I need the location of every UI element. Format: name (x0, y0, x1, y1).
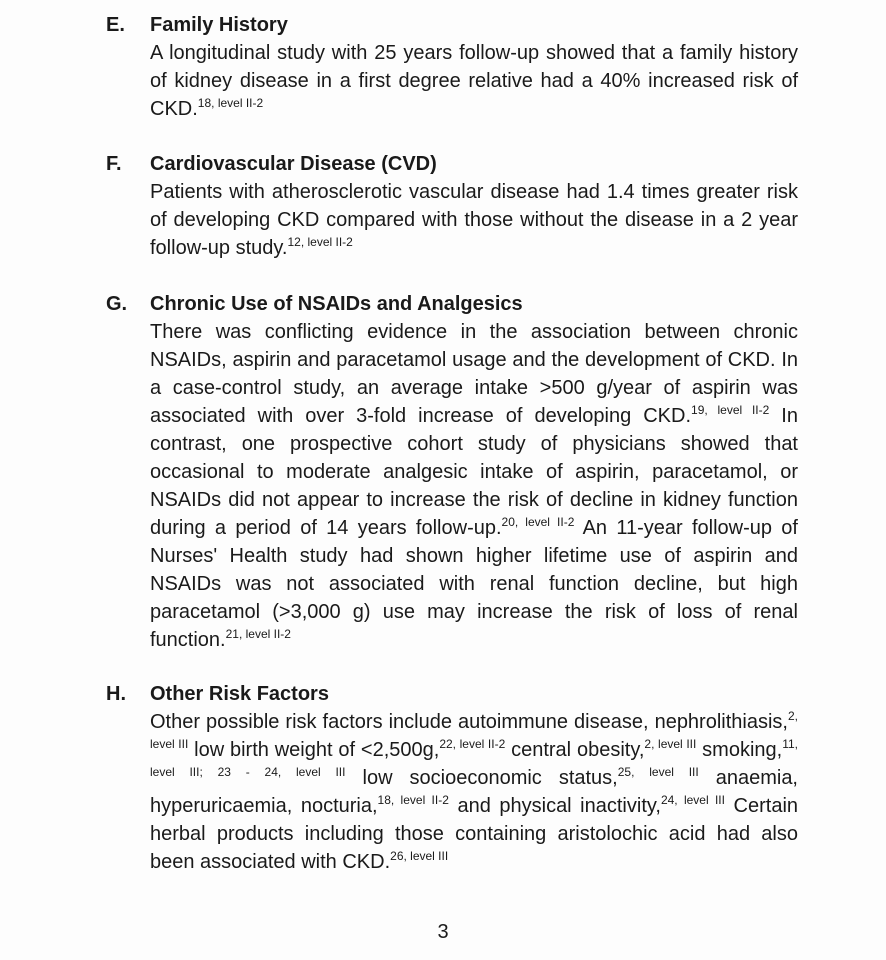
section-body (150, 39, 798, 123)
section-nsaids-analgesics (106, 291, 806, 654)
section-title: Other Risk Factors (150, 683, 329, 705)
section-body (150, 318, 798, 654)
citation-reference: 25, level III (617, 765, 699, 779)
citation-reference: 21, level II-2 (225, 627, 291, 641)
body-text-run: Certain herbal products including those containing aristolochic acid had also been associated with CKD. (150, 795, 799, 873)
body-text-run: and physical inactivity, (448, 795, 661, 817)
section-letter: E. (106, 14, 125, 36)
body-text-run: A longitudinal study with 25 years follow-up showed that a family history of kidney disease in a first degree relative had a 40% increased risk of CKD. (150, 42, 798, 120)
section-other-risk-factors (106, 681, 806, 876)
section-title: Chronic Use of NSAIDs and Analgesics (150, 293, 523, 315)
section-heading (106, 151, 806, 178)
body-text-run: smoking, (696, 739, 783, 761)
citation-reference: 12, level II-2 (287, 235, 353, 249)
section-heading (106, 681, 806, 708)
body-text-run: In contrast, one prospective cohort study of physicians showed that occasional to moderate analgesic intake of aspirin, paracetamol, or NSAIDs did not appear to increase the risk of decline in kidney function during a period of 14 years follow-up. (150, 405, 798, 539)
body-text-run: low birth weight of <2,500g, (188, 739, 440, 761)
citation-reference: 18, level II-2 (197, 96, 264, 110)
citation-reference: 2, level III (150, 709, 798, 751)
section-cardiovascular-disease (106, 151, 806, 262)
body-text-run: anaemia, hyperuricaemia, nocturia, (150, 767, 798, 817)
body-text-run: Patients with atherosclerotic vascular disease had 1.4 times greater risk of developing CKD compared with those without the disease in a 2 year follow-up study. (150, 181, 798, 259)
citation-reference: 2, level III (644, 737, 697, 751)
section-heading (106, 12, 806, 39)
body-text-run: There was conflicting evidence in the association between chronic NSAIDs, aspirin and paracetamol usage and the development of CKD. In a case-control study, an average intake >500 g/year of aspirin was associated with over 3-fold increase of developing CKD. (150, 321, 798, 427)
citation-reference: 20, level II-2 (501, 515, 575, 529)
section-heading (106, 291, 806, 318)
citation-reference: 19, level II-2 (691, 403, 770, 417)
body-text-run: An 11-year follow-up of Nurses' Health study had shown higher lifetime use of aspirin and NSAIDs was not associated with renal function decline, but high paracetamol (>3,000 g) use may increase the risk of loss of renal function. (150, 517, 798, 651)
section-letter: G. (106, 293, 128, 315)
body-text-run: low socioeconomic status, (345, 767, 618, 789)
citation-reference: 18, level II-2 (377, 793, 449, 807)
citation-reference: 26, level III (390, 849, 449, 863)
body-text-run: central obesity, (505, 739, 645, 761)
section-title: Family History (150, 14, 288, 36)
section-family-history (106, 12, 806, 123)
body-text-run: Other possible risk factors include autoimmune disease, nephrolithiasis, (150, 711, 788, 733)
section-title: Cardiovascular Disease (CVD) (150, 153, 437, 175)
citation-reference: 11, level III; 23 - 24, level III (150, 737, 798, 779)
section-letter: F. (106, 153, 122, 175)
section-body (150, 708, 798, 876)
section-letter: H. (106, 683, 126, 705)
section-body (150, 178, 798, 262)
citation-reference: 24, level III (660, 793, 725, 807)
citation-reference: 22, level II-2 (439, 737, 506, 751)
page-number: 3 (437, 921, 449, 943)
